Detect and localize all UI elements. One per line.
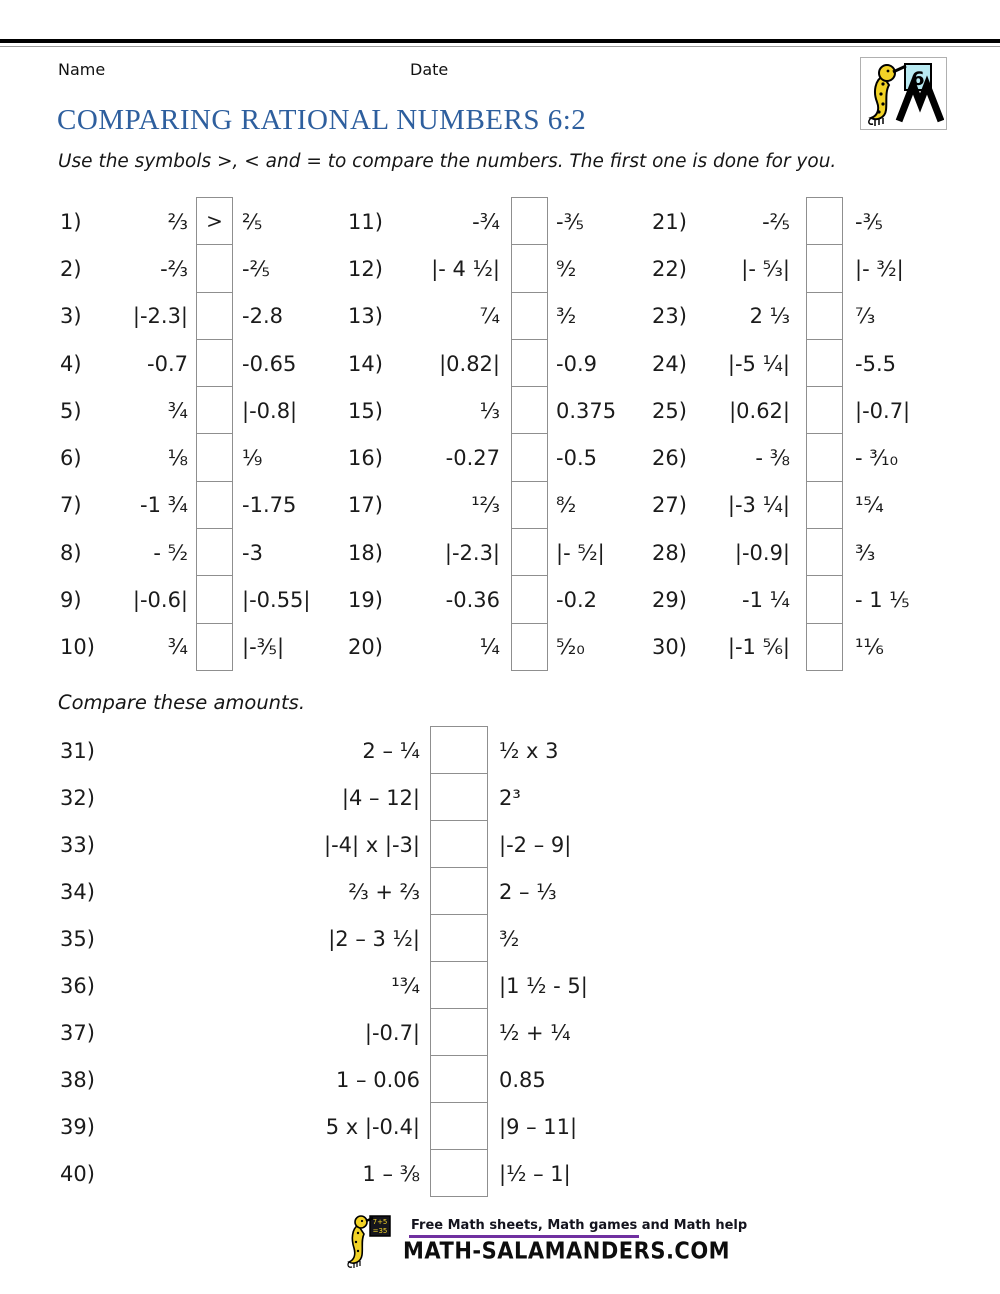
- answer-box[interactable]: [430, 1149, 488, 1197]
- problem-row: [652, 576, 910, 623]
- problem-left-value: |0.82|: [439, 351, 500, 376]
- problems-column-1: [60, 198, 311, 671]
- answer-box[interactable]: [430, 1102, 488, 1150]
- problem-right-value: 2³: [499, 785, 521, 810]
- problem-left-value: ⅔: [167, 209, 188, 234]
- problem-number: 27): [652, 493, 687, 518]
- problem-left-value: |-4| x |-3|: [324, 832, 420, 857]
- footer-tagline: Free Math sheets, Math games and Math help: [411, 1218, 748, 1233]
- problem-right-value: ⁹⁄₂: [556, 256, 577, 281]
- answer-box[interactable]: [196, 481, 233, 529]
- problem-row: [652, 340, 910, 387]
- problem-right-value: -1.75: [242, 493, 297, 518]
- problem-number: 21): [652, 209, 687, 234]
- problem-right-value: 2 – ⅓: [499, 879, 557, 904]
- problem-row: [60, 727, 588, 774]
- problems-column-3: [652, 198, 910, 671]
- problem-number: 40): [60, 1161, 95, 1186]
- problem-number: 18): [348, 540, 383, 565]
- answer-box[interactable]: [196, 433, 233, 481]
- problem-number: 29): [652, 588, 687, 613]
- problem-row: [348, 198, 616, 245]
- footer-sign-line2: =35: [372, 1227, 388, 1235]
- problem-left-value: |0.62|: [729, 398, 790, 423]
- problem-left-value: -1 ¾: [140, 493, 188, 518]
- problem-left-value: -1 ¼: [742, 588, 790, 613]
- problem-right-value: |- ⁵⁄₂|: [556, 540, 605, 565]
- problem-row: [60, 1009, 588, 1056]
- problem-right-value: |9 – 11|: [499, 1114, 578, 1139]
- problem-right-value: ¹¹⁄₆: [855, 635, 884, 660]
- problem-row: [652, 198, 910, 245]
- problem-right-value: -2.8: [242, 304, 283, 329]
- problem-row: [60, 821, 588, 868]
- problem-left-value: ¼: [479, 635, 500, 660]
- answer-box[interactable]: [806, 433, 843, 481]
- answer-box[interactable]: [196, 339, 233, 387]
- problem-right-value: ⁵⁄₂₀: [556, 635, 585, 660]
- problem-left-value: -¾: [472, 209, 500, 234]
- problem-right-value: ³⁄₂: [556, 304, 577, 329]
- problem-number: 38): [60, 1067, 95, 1092]
- problem-row: [348, 434, 616, 481]
- problem-row: [348, 293, 616, 340]
- answer-box[interactable]: [806, 623, 843, 671]
- problem-left-value: ⅓: [479, 398, 500, 423]
- problem-left-value: 5 x |-0.4|: [325, 1114, 420, 1139]
- problem-right-value: ⅖: [242, 209, 263, 234]
- problem-number: 1): [60, 209, 82, 234]
- answer-box[interactable]: [511, 244, 548, 292]
- problem-left-value: |- ⁵⁄₃|: [741, 256, 790, 281]
- badge-grade-number: 6: [911, 68, 925, 90]
- problem-right-value: ⁷⁄₃: [855, 304, 876, 329]
- problem-right-value: |-0.8|: [242, 398, 298, 423]
- page-title: COMPARING RATIONAL NUMBERS 6:2: [57, 104, 587, 136]
- answer-box[interactable]: [196, 244, 233, 292]
- problem-right-value: |-0.55|: [242, 588, 311, 613]
- answer-box[interactable]: [196, 623, 233, 671]
- problem-left-value: -0.7: [147, 351, 188, 376]
- problem-row: [60, 482, 311, 529]
- answer-box[interactable]: [511, 575, 548, 623]
- problem-right-value: ⁸⁄₂: [556, 493, 577, 518]
- problem-left-value: ¹³⁄₄: [391, 973, 420, 998]
- grade-badge: [860, 57, 947, 130]
- problem-number: 19): [348, 588, 383, 613]
- salamander-head: [355, 1216, 367, 1228]
- problem-number: 14): [348, 351, 383, 376]
- problem-number: 16): [348, 446, 383, 471]
- problem-number: 31): [60, 738, 95, 763]
- problem-number: 25): [652, 398, 687, 423]
- problem-number: 13): [348, 304, 383, 329]
- problem-left-value: |-0.6|: [132, 588, 188, 613]
- problem-right-value: ¹⁵⁄₄: [855, 493, 884, 518]
- answer-box[interactable]: [196, 575, 233, 623]
- problem-row: [652, 293, 910, 340]
- problem-right-value: |- ³⁄₂|: [855, 256, 904, 281]
- problem-left-value: |-2.3|: [444, 540, 500, 565]
- problem-number: 28): [652, 540, 687, 565]
- problem-number: 3): [60, 304, 82, 329]
- problem-left-value: |-2.3|: [132, 304, 188, 329]
- date-label: Date: [410, 60, 449, 79]
- answer-box[interactable]: [196, 386, 233, 434]
- problem-number: 26): [652, 446, 687, 471]
- problem-row: [60, 576, 311, 623]
- problem-left-value: ¾: [167, 635, 188, 660]
- problem-right-value: ½ + ¼: [499, 1020, 571, 1045]
- problem-left-value: ¹²⁄₃: [471, 493, 500, 518]
- problem-row: [60, 340, 311, 387]
- problem-right-value: -0.65: [242, 351, 297, 376]
- problem-row: [652, 434, 910, 481]
- compare-amounts-column: [60, 727, 588, 1197]
- answer-box[interactable]: [806, 339, 843, 387]
- problem-number: 8): [60, 540, 82, 565]
- problem-right-value: |1 ½ - 5|: [499, 973, 588, 998]
- problem-left-value: |-1 ⁵⁄₆|: [727, 635, 790, 660]
- answer-box[interactable]: [806, 292, 843, 340]
- answer-box[interactable]: [430, 867, 488, 915]
- problem-left-value: ⅛: [167, 446, 188, 471]
- problem-right-value: -⅖: [242, 256, 270, 281]
- problem-row: [652, 387, 910, 434]
- answer-box[interactable]: [430, 1055, 488, 1103]
- answer-box[interactable]: [511, 197, 548, 245]
- problem-row: [652, 245, 910, 292]
- problem-right-value: -5.5: [855, 351, 896, 376]
- problem-left-value: |4 – 12|: [341, 785, 420, 810]
- problem-number: 36): [60, 973, 95, 998]
- salamander-body: [349, 1225, 364, 1263]
- problem-row: [60, 434, 311, 481]
- problem-row: [60, 387, 311, 434]
- problem-row: [60, 1150, 588, 1197]
- problem-right-value: 0.85: [499, 1067, 546, 1092]
- problem-right-value: ³⁄₂: [499, 926, 520, 951]
- problem-right-value: - ³⁄₁₀: [855, 446, 899, 471]
- answer-box[interactable]: [511, 339, 548, 387]
- problem-right-value: - 1 ⅕: [855, 588, 910, 613]
- answer-box[interactable]: [511, 528, 548, 576]
- problem-left-value: 1 – ⅜: [362, 1161, 420, 1186]
- problem-left-value: 1 – 0.06: [336, 1067, 420, 1092]
- problem-row: [60, 624, 311, 671]
- answer-box[interactable]: >: [196, 197, 233, 245]
- problem-number: 11): [348, 209, 383, 234]
- answer-box[interactable]: [806, 197, 843, 245]
- problem-left-value: |-3 ¼|: [727, 493, 790, 518]
- problem-number: 4): [60, 351, 82, 376]
- problem-left-value: |2 – 3 ½|: [328, 926, 420, 951]
- problem-row: [348, 482, 616, 529]
- answer-box[interactable]: [430, 773, 488, 821]
- problem-left-value: |- 4 ½|: [431, 256, 500, 281]
- answer-box[interactable]: [806, 575, 843, 623]
- answer-box[interactable]: [806, 528, 843, 576]
- section2-heading: Compare these amounts.: [58, 691, 306, 714]
- problem-left-value: |-5 ¼|: [727, 351, 790, 376]
- problem-number: 2): [60, 256, 82, 281]
- answer-box[interactable]: [430, 914, 488, 962]
- answer-box[interactable]: [511, 481, 548, 529]
- problem-left-value: |-0.7|: [364, 1020, 420, 1045]
- problem-right-value: -⅗: [855, 209, 883, 234]
- problem-row: [348, 340, 616, 387]
- problem-number: 9): [60, 588, 82, 613]
- problem-row: [652, 624, 910, 671]
- problem-right-value: -⅗: [556, 209, 584, 234]
- answer-box[interactable]: [430, 961, 488, 1009]
- problem-right-value: ⅑: [242, 446, 263, 471]
- answer-box[interactable]: [511, 623, 548, 671]
- problem-row: [348, 576, 616, 623]
- problem-right-value: -0.2: [556, 588, 597, 613]
- problem-left-value: 2 – ¼: [362, 738, 420, 763]
- answer-box[interactable]: [806, 481, 843, 529]
- problem-left-value: ¾: [167, 398, 188, 423]
- problem-number: 24): [652, 351, 687, 376]
- answer-box[interactable]: [806, 386, 843, 434]
- problem-right-value: |-2 – 9|: [499, 832, 572, 857]
- problem-row: [60, 245, 311, 292]
- problem-number: 35): [60, 926, 95, 951]
- problem-left-value: |-0.9|: [734, 540, 790, 565]
- problem-row: [652, 529, 910, 576]
- problem-right-value: ³⁄₃: [855, 540, 876, 565]
- problem-row: [348, 529, 616, 576]
- answer-box[interactable]: [511, 433, 548, 481]
- problem-left-value: - ⅜: [755, 446, 790, 471]
- problem-row: [60, 1056, 588, 1103]
- problem-row: [60, 529, 311, 576]
- problem-row: [348, 387, 616, 434]
- problem-right-value: |½ – 1|: [499, 1161, 571, 1186]
- problem-left-value: -0.36: [445, 588, 500, 613]
- problem-left-value: -0.27: [445, 446, 500, 471]
- problem-left-value: - ⁵⁄₂: [153, 540, 188, 565]
- problem-number: 5): [60, 398, 82, 423]
- answer-box[interactable]: [196, 528, 233, 576]
- problem-row: [348, 245, 616, 292]
- problem-left-value: ⁷⁄₄: [479, 304, 500, 329]
- problem-number: 10): [60, 635, 95, 660]
- problem-row: [60, 915, 588, 962]
- instruction-text: Use the symbols >, < and = to compare the numbers. The first one is done for you.: [58, 151, 837, 172]
- problems-column-2: [348, 198, 616, 671]
- answer-box[interactable]: [430, 1008, 488, 1056]
- problem-number: 7): [60, 493, 82, 518]
- problem-number: 30): [652, 635, 687, 660]
- salamander-head: [879, 65, 895, 81]
- problem-number: 15): [348, 398, 383, 423]
- problem-number: 17): [348, 493, 383, 518]
- problem-number: 23): [652, 304, 687, 329]
- name-label: Name: [58, 60, 106, 79]
- problem-number: 39): [60, 1114, 95, 1139]
- problem-number: 37): [60, 1020, 95, 1045]
- problem-right-value: -0.5: [556, 446, 597, 471]
- problem-row: [652, 482, 910, 529]
- answer-box[interactable]: [430, 726, 488, 774]
- problem-left-value: -⅔: [160, 256, 188, 281]
- top-rule-thin: [0, 46, 1000, 47]
- site-text[interactable]: MATH-SALAMANDERS.COM: [403, 1238, 731, 1264]
- problem-row: [60, 293, 311, 340]
- problem-number: 34): [60, 879, 95, 904]
- problem-right-value: |-⅗|: [242, 635, 285, 660]
- answer-box[interactable]: [430, 820, 488, 868]
- top-rule-thick: [0, 39, 1000, 43]
- problem-left-value: 2 ¹⁄₃: [749, 304, 790, 329]
- problem-right-value: |-0.7|: [855, 398, 911, 423]
- problem-left-value: -⅖: [762, 209, 790, 234]
- problem-number: 33): [60, 832, 95, 857]
- problem-number: 12): [348, 256, 383, 281]
- problem-row: [60, 774, 588, 821]
- problem-number: 22): [652, 256, 687, 281]
- footer-sign-line1: 7+5: [372, 1218, 388, 1226]
- problem-right-value: 0.375: [556, 398, 617, 423]
- problem-row: [60, 868, 588, 915]
- problem-number: 32): [60, 785, 95, 810]
- answer-box[interactable]: [511, 292, 548, 340]
- answer-box[interactable]: [511, 386, 548, 434]
- problem-left-value: ⅔ + ⅔: [348, 879, 420, 904]
- problem-row: [60, 1103, 588, 1150]
- problem-number: 6): [60, 446, 82, 471]
- answer-box[interactable]: [196, 292, 233, 340]
- problem-right-value: -3: [242, 540, 263, 565]
- problem-right-value: -0.9: [556, 351, 597, 376]
- answer-box[interactable]: [806, 244, 843, 292]
- problem-number: 20): [348, 635, 383, 660]
- problem-row: [60, 962, 588, 1009]
- problem-row: [348, 624, 616, 671]
- problem-right-value: ½ x 3: [499, 738, 559, 763]
- problem-row: [60, 198, 311, 245]
- salamander-badge-icon: [861, 58, 944, 127]
